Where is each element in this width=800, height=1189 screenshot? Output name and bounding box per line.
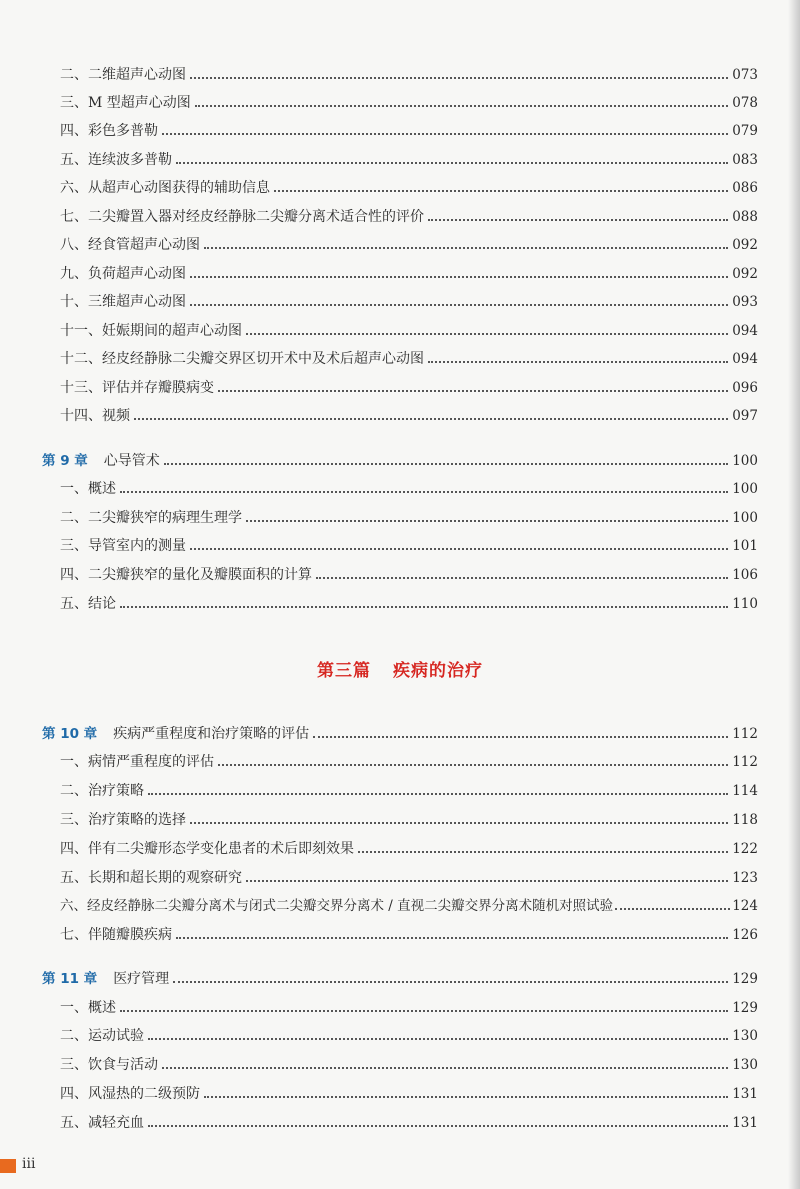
entry-title: 十四、视频	[60, 408, 130, 424]
entry-page: 112	[732, 754, 758, 770]
toc-entry[interactable]	[60, 175, 758, 197]
chapter-page: 129	[732, 971, 758, 987]
leader-dots	[176, 937, 728, 939]
leader-dots	[120, 606, 728, 608]
toc-entry[interactable]	[60, 1081, 758, 1103]
entry-title: 三、导管室内的测量	[60, 538, 186, 554]
entry-page: 096	[732, 380, 758, 396]
entry-title: 十一、妊娠期间的超声心动图	[60, 323, 242, 339]
toc-entry[interactable]	[60, 375, 758, 397]
entry-title: 三、饮食与活动	[60, 1057, 158, 1073]
entry-page: 122	[732, 841, 758, 857]
toc-entry[interactable]	[60, 562, 758, 584]
entry-title: 二、二尖瓣狭窄的病理生理学	[60, 510, 242, 526]
chapter-title: 心导管术	[103, 453, 160, 469]
entry-page: 101	[732, 538, 758, 554]
page-number: iii	[22, 1156, 36, 1172]
leader-dots	[148, 1038, 728, 1040]
entry-page: 079	[732, 123, 758, 139]
chapter-heading-11[interactable]	[42, 966, 758, 988]
leader-dots	[246, 333, 728, 335]
toc-entry[interactable]	[60, 995, 758, 1017]
entry-page: 092	[732, 237, 758, 253]
leader-dots	[274, 190, 728, 192]
chapter-title: 疾病严重程度和治疗策略的评估	[113, 726, 310, 742]
toc-entry[interactable]	[60, 147, 758, 169]
leader-dots	[190, 304, 728, 306]
part-label: 第三篇	[317, 661, 371, 681]
leader-dots	[134, 418, 728, 420]
toc-entry[interactable]	[60, 346, 758, 368]
entry-page: 093	[732, 294, 758, 310]
chapter-heading-9[interactable]	[42, 448, 758, 470]
entry-title: 一、概述	[60, 1000, 116, 1016]
entry-title: 四、彩色多普勒	[60, 123, 158, 139]
entry-page: 100	[732, 510, 758, 526]
chapter-label: 第 9 章	[42, 453, 88, 469]
leader-dots	[204, 1096, 728, 1098]
part-text: 疾病的治疗	[393, 661, 483, 681]
entry-page: 073	[732, 67, 758, 83]
toc-entry[interactable]	[60, 1023, 758, 1045]
leader-dots	[148, 1125, 728, 1127]
entry-title: 三、治疗策略的选择	[60, 812, 186, 828]
toc-entry[interactable]	[60, 318, 758, 340]
toc-entry[interactable]	[60, 865, 758, 887]
entry-title: 十二、经皮经静脉二尖瓣交界区切开术中及术后超声心动图	[60, 351, 424, 367]
leader-dots	[176, 162, 728, 164]
entry-page: 094	[732, 323, 758, 339]
leader-dots	[358, 851, 728, 853]
toc-entry[interactable]	[60, 591, 758, 613]
toc-entry[interactable]	[60, 836, 758, 858]
toc-entry[interactable]	[60, 289, 758, 311]
leader-dots	[173, 981, 728, 983]
entry-title: 一、病情严重程度的评估	[60, 754, 214, 770]
entry-title: 六、从超声心动图获得的辅助信息	[60, 180, 270, 196]
leader-dots	[162, 133, 728, 135]
entry-title: 二、治疗策略	[60, 783, 144, 799]
leader-dots	[428, 219, 728, 221]
chapter-label: 第 11 章	[42, 971, 98, 987]
chapter-page: 100	[732, 453, 758, 469]
entry-title: 十三、评估并存瓣膜病变	[60, 380, 214, 396]
leader-dots	[190, 822, 728, 824]
entry-page: 110	[732, 596, 758, 612]
toc-entry[interactable]	[60, 778, 758, 800]
entry-page: 124	[732, 898, 758, 914]
leader-dots	[246, 520, 728, 522]
entry-page: 092	[732, 266, 758, 282]
entry-page: 123	[732, 870, 758, 886]
entry-title: 五、减轻充血	[60, 1115, 144, 1131]
toc-entry[interactable]	[60, 90, 758, 112]
entry-page: 114	[732, 783, 758, 799]
toc-entry[interactable]	[60, 922, 758, 944]
entry-page: 097	[732, 408, 758, 424]
page-edge-shadow	[788, 0, 800, 1189]
entry-title: 四、二尖瓣狭窄的量化及瓣膜面积的计算	[60, 567, 312, 583]
part-heading	[0, 656, 800, 681]
entry-page: 131	[732, 1086, 758, 1102]
toc-entry[interactable]	[60, 749, 758, 771]
entry-page: 106	[732, 567, 758, 583]
leader-dots	[148, 793, 728, 795]
entry-page: 086	[732, 180, 758, 196]
entry-page: 129	[732, 1000, 758, 1016]
leader-dots	[120, 1010, 728, 1012]
entry-page: 118	[732, 812, 758, 828]
leader-dots	[164, 463, 728, 465]
entry-title: 四、风湿热的二级预防	[60, 1086, 200, 1102]
leader-dots	[428, 361, 728, 363]
toc-entry[interactable]	[60, 1052, 758, 1074]
entry-page: 100	[732, 481, 758, 497]
entry-title: 七、二尖瓣置入器对经皮经静脉二尖瓣分离术适合性的评价	[60, 209, 424, 225]
entry-title: 八、经食管超声心动图	[60, 237, 200, 253]
leader-dots	[195, 105, 728, 107]
toc-entry[interactable]	[60, 232, 758, 254]
leader-dots	[313, 736, 728, 738]
chapter-page: 112	[732, 726, 758, 742]
entry-title: 九、负荷超声心动图	[60, 266, 186, 282]
leader-dots	[218, 390, 728, 392]
leader-dots	[190, 77, 728, 79]
entry-title: 一、概述	[60, 481, 116, 497]
toc-entry[interactable]	[60, 261, 758, 283]
leader-dots	[120, 491, 728, 493]
entry-page: 094	[732, 351, 758, 367]
entry-title: 五、结论	[60, 596, 116, 612]
entry-page: 083	[732, 152, 758, 168]
leader-dots	[190, 548, 728, 550]
entry-title: 四、伴有二尖瓣形态学变化患者的术后即刻效果	[60, 841, 354, 857]
toc-entry[interactable]	[60, 893, 758, 915]
entry-title: 五、连续波多普勒	[60, 152, 172, 168]
entry-page: 126	[732, 927, 758, 943]
entry-title: 六、经皮经静脉二尖瓣分离术与闭式二尖瓣交界分离术 / 直视二尖瓣交界分离术随机对照试验	[60, 898, 614, 914]
leader-dots	[246, 880, 728, 882]
leader-dots	[615, 908, 730, 910]
leader-dots	[204, 247, 728, 249]
entry-title: 五、长期和超长期的观察研究	[60, 870, 242, 886]
entry-title: 三、M 型超声心动图	[60, 95, 191, 111]
footer-color-mark	[0, 1159, 16, 1173]
leader-dots	[218, 764, 728, 766]
toc-entry[interactable]	[60, 204, 758, 226]
chapter-label: 第 10 章	[42, 726, 98, 742]
entry-page: 130	[732, 1028, 758, 1044]
entry-title: 七、伴随瓣膜疾病	[60, 927, 172, 943]
toc-entry[interactable]	[60, 807, 758, 829]
entry-page: 088	[732, 209, 758, 225]
toc-entry[interactable]	[60, 62, 758, 84]
entry-title: 二、二维超声心动图	[60, 67, 186, 83]
toc-entry[interactable]	[60, 476, 758, 498]
toc-entry[interactable]	[60, 505, 758, 527]
entry-page: 131	[732, 1115, 758, 1131]
leader-dots	[316, 577, 728, 579]
toc-entry[interactable]	[60, 118, 758, 140]
toc-entry[interactable]	[60, 533, 758, 555]
entry-title: 十、三维超声心动图	[60, 294, 186, 310]
toc-entry[interactable]	[60, 1110, 758, 1132]
entry-title: 二、运动试验	[60, 1028, 144, 1044]
chapter-heading-10[interactable]	[42, 721, 758, 743]
chapter-title: 医疗管理	[113, 971, 170, 987]
entry-page: 078	[732, 95, 758, 111]
entry-page: 130	[732, 1057, 758, 1073]
leader-dots	[162, 1067, 728, 1069]
leader-dots	[190, 276, 728, 278]
toc-entry[interactable]	[60, 403, 758, 425]
